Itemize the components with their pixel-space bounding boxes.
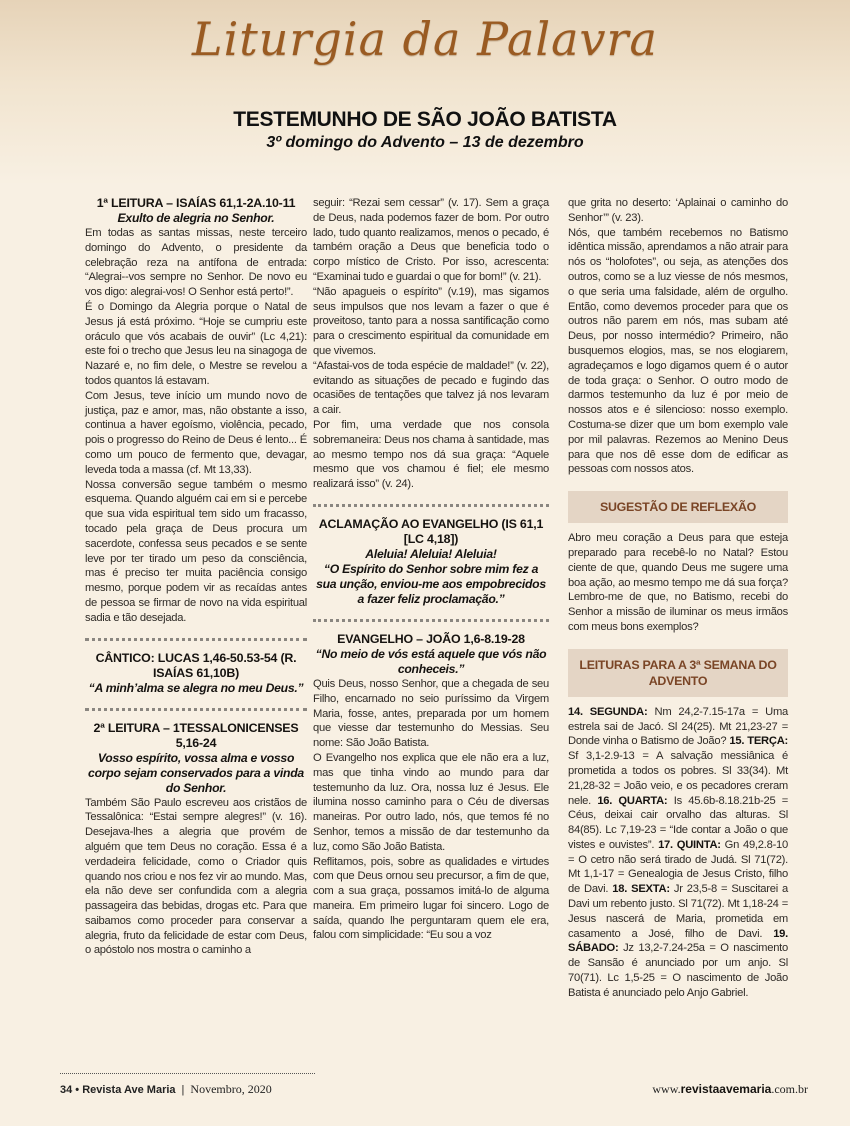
footer-separator: | bbox=[181, 1084, 185, 1096]
reading-text: Jr 23,5-8 = Suscitarei a Davi um rebento justo. Sl 71(72). Mt 1,18-24 = Jesus nascerá de Maria, prometida em casamento a José, filho de Davi. bbox=[568, 883, 788, 940]
url-prefix: www. bbox=[652, 1082, 681, 1096]
reading-text: Gn 49,2.8-10 = O cetro não será tirado de Judá. Sl 71(72). Mt 1,1-17 = Genealogia de Jesus Cristo, filho de Davi. bbox=[568, 838, 788, 896]
gospel-subtitle: “No meio de vós está aquele que vós não conheceis.” bbox=[315, 646, 547, 676]
reading-day: 18. SEXTA: bbox=[612, 883, 670, 896]
gospel-heading: EVANGELHO – JOÃO 1,6-8.19-28 bbox=[337, 631, 525, 646]
paragraph: Também São Paulo escreveu aos cristãos de Tessalônica: “Estai sempre alegres!” (v. 16). Desejava-lhes a alegria que provém de alguém que tem Deus no coração. Essa é a verdadeira felicidade, como o Criador quis quando nos criou e nos fez vir ao mundo. Mas, ela não deve ser confundida com a alegria passageira das bebidas, drogas etc. Para que saibamos como proceder para conservar a alegria, fruto da felicidade de estar com Deus, o apóstolo nos mostra o caminho a bbox=[85, 796, 307, 957]
reading1-subtitle: Exulto de alegria no Senhor. bbox=[117, 211, 275, 225]
paragraph: Com Jesus, teve início um mundo novo de justiça, paz e amor, mas, não obstante a isso, continua a haver egoísmo, violência, pecado, pois o progresso do Reino de Deus é lento... É como um pouco de fermento que, devagar, leveda toda a massa (cf. Mt 13,33). bbox=[85, 389, 307, 476]
acclamation-verse: “O Espírito do Senhor sobre mim fez a sua unção, enviou-me aos empobrecidos a fazer feliz proclamação.” bbox=[316, 561, 546, 606]
reflection-heading: SUGESTÃO DE REFLEXÃO bbox=[568, 491, 788, 523]
section-script-title: Liturgia da Palavra bbox=[192, 12, 658, 66]
divider bbox=[85, 638, 307, 641]
reading-day: 17. QUINTA: bbox=[658, 838, 721, 851]
weekly-readings-list bbox=[568, 705, 788, 1001]
column-1 bbox=[85, 196, 307, 958]
website-link[interactable] bbox=[652, 1082, 808, 1097]
column-3 bbox=[568, 196, 788, 1001]
paragraph: É o Domingo da Alegria porque o Natal de Jesus já está próximo. “Hoje se cumpriu este oráculo que vós acabais de ouvir” (Lc 4,21): este foi o trecho que Jesus leu na sinagoga de Nazaré e, no fim dele, o Mestre se revelou a todos quantos lá estavam. bbox=[85, 300, 307, 387]
paragraph: que grita no deserto: ‘Aplainai o caminho do Senhor’” (v. 23). bbox=[568, 197, 788, 224]
paragraph: Nós, que também recebemos no Batismo idêntica missão, aprendamos a não atrair para nós os “holofotes”, ou seja, as atenções dos outros, como se a luz viesse de nós mesmos, o que seria uma falsidade, além de orgulho. Então, como devemos proceder para que os outros não parem em nós, mas subam até Deus, por nosso intermédio? Primeiro, não busquemos elogios, mas, se nos elogiarem, agradeçamos e logo digamos quem é o autor de toda graça: o Senhor. O outro modo de darmos testemunho da luz é por meio de nossos atos e é silencioso: nosso exemplo. Costuma-se dizer que um bom exemplo vale por mil palavras. Rezemos ao Menino Deus para que nos dê esse dom de edificar as pessoas com nossos atos. bbox=[568, 226, 788, 476]
reading2-heading: 2ª LEITURA – 1TESSALONICENSES 5,16-24 bbox=[93, 720, 299, 750]
reading1-heading: 1ª LEITURA – ISAÍAS 61,1-2A.10-11 bbox=[96, 196, 296, 210]
paragraph: Em todas as santas missas, neste terceiro domingo do Advento, o presidente da celebração reza na antífona de entrada: “Alegrai--vos sempre no Senhor. De novo eu vos digo: alegrai-vos! O Senhor está perto!”. bbox=[85, 227, 307, 299]
weekly-readings-heading: LEITURAS PARA A 3ª SEMANA DO ADVENTO bbox=[568, 649, 788, 697]
footer-left bbox=[60, 1082, 272, 1097]
divider bbox=[85, 708, 307, 711]
paragraph: Quis Deus, nosso Senhor, que a chegada de seu Filho, encarnado no seio puríssimo da Virgem Maria, fosse, antes, preparada por um homem que viesse dar testemunho do Messias. Seu nome: São João Batista. bbox=[313, 677, 549, 750]
reading-day: 16. QUARTA: bbox=[597, 794, 668, 807]
column-2 bbox=[313, 196, 549, 943]
url-brand: revistaavemaria bbox=[680, 1082, 772, 1096]
page-number: 34 • Revista Ave Maria bbox=[60, 1084, 176, 1096]
url-suffix: .com.br bbox=[771, 1082, 808, 1096]
reading-text: Jz 13,2-7.24-25a = O nascimento de Sansão é anunciado por um anjo. Sl 70(71). Lc 1,5-25 = O nascimento de João Batista é anunciado pelo Anjo Gabriel. bbox=[568, 942, 788, 999]
page-subtitle: 3º domingo do Advento – 13 de dezembro bbox=[266, 134, 584, 151]
issue-date: Novembro, 2020 bbox=[190, 1082, 272, 1096]
reading-day: 15. TERÇA: bbox=[729, 735, 789, 748]
paragraph: Por fim, uma verdade que nos consola sobremaneira: Deus nos chama à santidade, mas ao mesmo tempo nos dá sua graça: “Aquele mesmo que vos chamou é fiel; ele mesmo realizará isso” (v. 24). bbox=[313, 418, 549, 491]
footer-divider bbox=[60, 1073, 315, 1074]
paragraph: O Evangelho nos explica que ele não era a luz, mas que tinha vindo ao mundo para dar testemunho da luz. Ora, nossa luz é Jesus. Ele ilumina nosso caminho para o Céu de diversas maneiras. Por outro lado, nós, que temos fé no Senhor, temos a missão de dar testemunho da luz, como São João Batista. bbox=[313, 751, 549, 853]
acclamation-heading: ACLAMAÇÃO AO EVANGELHO (IS 61,1 [LC 4,18]) bbox=[318, 516, 544, 546]
canticle-subtitle: “A minh’alma se alegra no meu Deus.” bbox=[88, 680, 304, 695]
paragraph: Reflitamos, pois, sobre as qualidades e virtudes com que Deus ornou seu precursor, a fim de que, com a sua graça, possamos imitá-lo de alguma maneira. Em primeiro lugar foi sincero. Logo de saída, quando lhe perguntaram quem ele era, falou com simplicidade: “Eu sou a voz bbox=[313, 855, 549, 942]
paragraph: Nossa conversão segue também o mesmo esquema. Quando alguém cai em si e percebe que sua vida espiritual tem sido um fracasso, tocado pela graça de Deus procura um sacerdote, confessa seus pecados e se sente leve por ter tirado um peso da consciência, mas é preciso ter muita paciência consigo mesmo, porque podem vir as recaídas antes de pessoa se firmar de novo na vida espiritual sadia e tão desejada. bbox=[85, 478, 307, 624]
reading-text: Is 45.6b-8.18.21b-25 = Céus, deixai cair orvalho das alturas. Sl 84(85). Lc 7,19-23 = “Ide contar a João o que vistes e ouvistes”. bbox=[568, 794, 788, 851]
reflection-text: Abro meu coração a Deus para que esteja preparado para recebê-lo no Natal? Estou ciente de que, quando Deus me sugere uma boa ação, ao mesmo tempo me dá sua força? Lembro-me de que, no Batismo, recebi do Senhor a missão de iluminar os meus irmãos com meus bons exemplos? bbox=[568, 532, 788, 633]
reading-day: 19. SÁBADO: bbox=[568, 927, 788, 955]
paragraph: “Não apagueis o espírito” (v.19), mas sigamos seus impulsos que nos levam a fazer o que é proveitoso, tanto para a nossa santificação como para o crescimento espiritual da comunidade em que vivemos. bbox=[313, 285, 549, 357]
reading2-subtitle: Vosso espírito, vossa alma e vosso corpo sejam conservados para a vinda do Senhor. bbox=[88, 750, 304, 795]
acclamation-line: Aleluia! Aleluia! Aleluia! bbox=[365, 546, 497, 561]
divider bbox=[313, 619, 549, 622]
reading-day: 14. SEGUNDA: bbox=[568, 705, 648, 718]
canticle-heading: CÂNTICO: LUCAS 1,46-50.53-54 (R. ISAÍAS 61,10B) bbox=[95, 650, 297, 680]
reading-text: Nm 24,2-7.15-17a = Uma estrela sai de Jacó. Sl 24(25). Mt 21,23-27 = Donde vinha o Batismo de João? bbox=[568, 705, 788, 748]
page-title: TESTEMUNHO DE SÃO JOÃO BATISTA bbox=[233, 108, 617, 131]
divider bbox=[313, 504, 549, 507]
reading-text: Sf 3,1-2.9-13 = A salvação messiânica é prometida a todos os pobres. Sl 33(34). Mt 21,28-32 = João veio, e os pecadores creram nele. bbox=[568, 750, 788, 807]
paragraph: “Afastai-vos de toda espécie de maldade!” (v. 22), evitando as situações de pecado e fugindo das ocasiões de tentações que talvez já nos levaram a cair. bbox=[313, 359, 549, 417]
paragraph: seguir: “Rezai sem cessar” (v. 17). Sem a graça de Deus, nada podemos fazer de bom. Por outro lado, tudo quanto realizamos, menos o pecado, é também oração a Deus que beneficia todo o corpo místico de Cristo. Por isso, acrescenta: “Examinai tudo e guardai o que for bom!” (v. 21). bbox=[313, 197, 549, 283]
